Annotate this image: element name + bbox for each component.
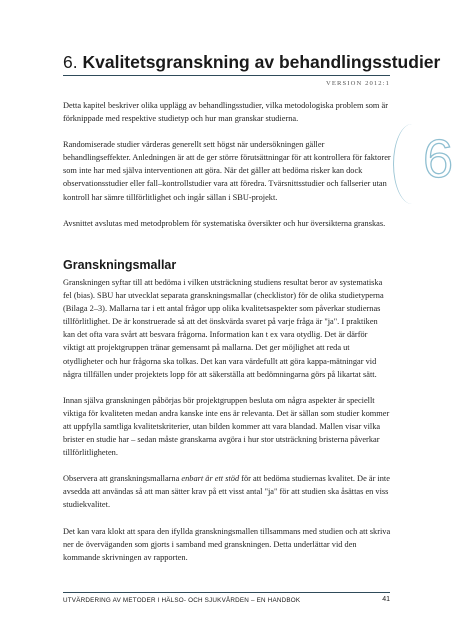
chapter-number: 6. bbox=[63, 52, 78, 72]
text-run: för att bedöma studiernas kvalitet. De är inte avsedda att användas så att man sätter krav på ett visst antal "ja" för att studien ska åsättas en viss studiekvalitet. bbox=[63, 474, 390, 510]
chapter-side-marker bbox=[393, 124, 453, 214]
section-heading: Granskningsmallar bbox=[63, 258, 177, 272]
footer-rule bbox=[63, 592, 390, 593]
section-paragraph: Innan själva granskningen påbörjas bör projektgruppen besluta om några aspekter är speciellt viktiga för kvaliteten medan andra kanske inte ens är relevanta. Det är sällan som studier kommer att uppfylla samtliga kvalitetskriterier, utan bilden kommer att vara blandad. Mallen visar vilka brister en studie har – sedan måste granskarna avgöra i hur stor utsträckning bristerna påverkar tillförlitligheten. bbox=[63, 395, 390, 458]
section-paragraph-emphasis bbox=[63, 472, 391, 511]
chapter-title bbox=[63, 52, 441, 73]
chapter-title-text: Kvalitetsgranskning av behandlingsstudier bbox=[82, 52, 441, 72]
title-rule bbox=[63, 75, 390, 76]
page-number: 41 bbox=[382, 596, 390, 603]
emphasized-text: enbart är ett stöd bbox=[181, 474, 240, 484]
intro-paragraph: Detta kapitel beskriver olika upplägg av behandlingsstudier, vilka metodologiska problem som är förknippade med respektive studietyp och hur man granskar studierna. bbox=[63, 101, 388, 124]
version-label: VERSION 2012:1 bbox=[326, 80, 390, 87]
section-text bbox=[63, 276, 391, 564]
footer-title: UTVÄRDERING AV METODER I HÄLSO- OCH SJUKVÅRDEN – EN HANDBOK bbox=[63, 597, 301, 604]
chapter-marker-digit: 6 bbox=[423, 129, 453, 189]
section-paragraph: Det kan vara klokt att spara den ifyllda granskningsmallen tillsammans med studien och att skriva ner de överväganden som gjorts i samband med granskningen. Detta underlättar vid den kommande skrivningen av rapporten. bbox=[63, 526, 391, 562]
section-paragraph: Granskningen syftar till att bedöma i vilken utsträckning studiens resultat beror av systematiska fel (bias). SBU har utvecklat separata granskningsmallar (checklistor) för de olika studietyperna (Bilaga 2–3). Mallarna tar i ett antal frågor upp olika kvalitetsaspekter som påverkar studiernas tillförlitlighet. De är konstruerade så att det önskvärda svaret på varje fråga är "ja". I praktiken kan det ofta vara svårt att besvara frågorna. Information kan t ex vara otydlig. Det är därför viktigt att projektgruppen tränar gemensamt på mallarna. Det ger möjlighet att reda ut otydligheter och hur frågorna ska tolkas. Det kan vara värdefullt att göra kappa-mätningar vid några tillfällen under projektets lopp för att säkerställa att bedömningarna görs på likartat sätt. bbox=[63, 278, 384, 379]
text-run: Observera att granskningsmallarna bbox=[63, 474, 182, 484]
intro-paragraph: Avsnittet avslutas med metodproblem för systematiska översikter och hur översikterna granskas. bbox=[63, 218, 386, 228]
intro-paragraph: Randomiserade studier värderas generellt sett högst när undersökningen gäller behandlingseffekter. Anledningen är att de ger större förutsättningar för att kontrollera för faktorer som inte har med själva interventionen att göra. När det gäller att bedöma risker kan dock observationsstudier eller fall–kontrollstudier vara att föredra. Tvärsnittsstudier och fallserier utan kontroll har sämre tillförlitlighet och ingår sällan i SBU-projekt. bbox=[63, 140, 391, 202]
intro-text bbox=[63, 99, 391, 230]
